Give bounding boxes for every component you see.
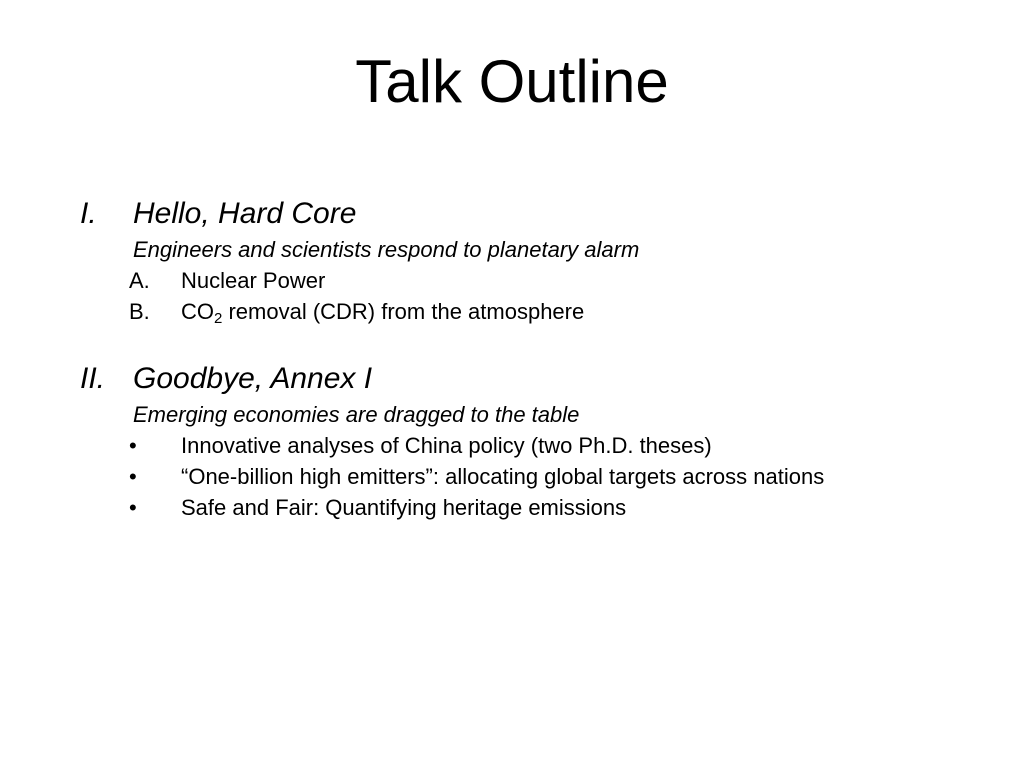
outline-item [80,492,980,523]
item-text: Nuclear Power [181,268,326,293]
item-text: Safe and Fair: Quantifying heritage emissions [181,495,627,520]
section-heading [80,194,980,234]
item-text-prefix: CO [181,299,214,324]
section-subtitle: Emerging economies are dragged to the table [133,402,580,427]
section-title: Hello, Hard Core [133,197,357,230]
section-numeral: II. [80,362,106,395]
outline-item [80,461,980,492]
section-title: Goodbye, Annex I [133,362,373,395]
outline-item [80,296,980,327]
bullet-icon: • [129,495,137,520]
outline-item [80,430,980,461]
item-marker: B. [129,299,150,324]
item-text [181,296,584,327]
bullet-icon: • [129,464,137,489]
section-heading [80,359,980,399]
item-marker: A. [129,268,150,293]
section-subtitle: Engineers and scientists respond to planetary alarm [133,237,640,262]
outline-section-1 [80,194,980,327]
outline-item [80,265,980,296]
item-text: Innovative analyses of China policy (two Ph.D. theses) [181,433,712,458]
item-text-suffix: removal (CDR) from the atmosphere [222,299,585,324]
item-text-subscript: 2 [214,310,223,327]
section-numeral: I. [80,197,97,230]
outline-section-2 [80,359,980,523]
bullet-icon: • [129,433,137,458]
item-text: “One-billion high emitters”: allocating global targets across nations [181,464,825,489]
slide-title: Talk Outline [355,48,669,115]
